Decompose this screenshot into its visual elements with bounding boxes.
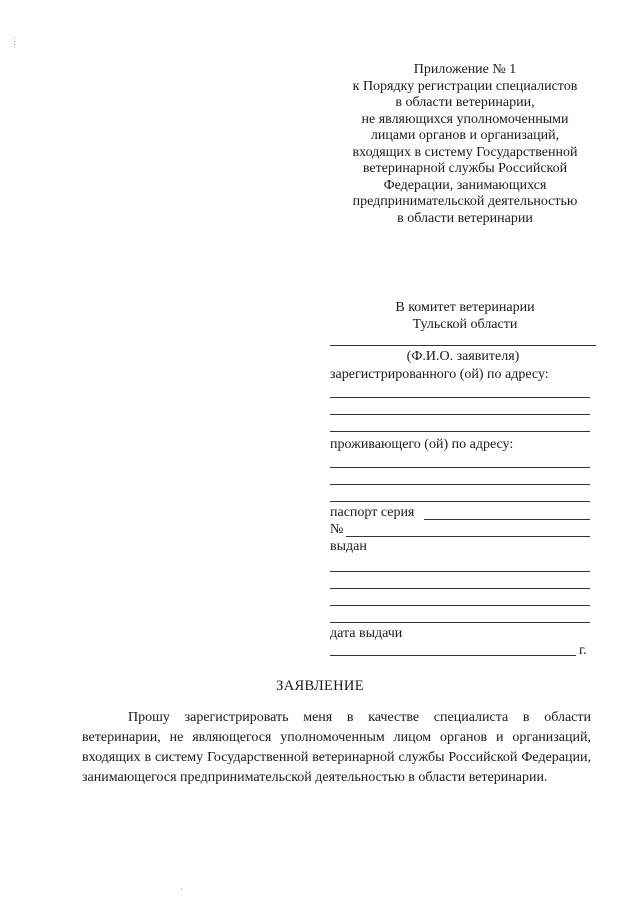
registered-address-line-1[interactable] <box>330 397 590 398</box>
appendix-line: входящих в систему Государственной <box>352 144 578 160</box>
passport-number-line[interactable] <box>346 536 590 537</box>
issued-by-label: выдан <box>330 539 367 554</box>
passport-number-label: № <box>330 522 344 537</box>
appendix-line: лицами органов и организаций, <box>370 128 560 143</box>
addressee-block <box>330 299 600 333</box>
issued-by-line-4[interactable] <box>330 622 590 623</box>
fio-input-line[interactable] <box>330 345 596 346</box>
scan-speck: · <box>180 884 183 894</box>
appendix-line: не являющихся уполномоченными <box>361 111 569 127</box>
addressee-line-1: В комитет ветеринарии <box>395 300 535 315</box>
residing-address-line-1[interactable] <box>330 467 590 468</box>
issued-by-line-1[interactable] <box>330 571 590 572</box>
scan-speck: ⋮ <box>10 36 19 46</box>
appendix-line: к Порядку регистрации специалистов <box>352 78 578 94</box>
year-suffix: г. <box>579 643 587 658</box>
registered-address-label: зарегистрированного (ой) по адресу: <box>330 367 549 382</box>
appendix-line: ветеринарной службы Российской <box>362 161 568 176</box>
passport-series-label: паспорт серия <box>330 505 415 520</box>
appendix-line: предпринимательской деятельностью <box>352 194 578 209</box>
issued-by-line-2[interactable] <box>330 588 590 589</box>
statement-paragraph: Прошу зарегистрировать меня в качестве специалиста в области ветеринарии, не являющегося уполномоченным лицом органов и организаций, входящих в систему Государственной ветеринарной службы Российской Федерации, занимающегося предпринимательской деятельностью в области ветеринарии. <box>82 710 591 785</box>
issue-date-label: дата выдачи <box>330 626 403 641</box>
residing-address-label: проживающего (ой) по адресу: <box>330 437 514 452</box>
residing-address-line-3[interactable] <box>330 501 590 502</box>
document-title: ЗАЯВЛЕНИЕ <box>276 678 364 694</box>
appendix-line: Федерации, занимающихся <box>383 177 547 193</box>
appendix-line: в области ветеринарии, <box>395 95 535 110</box>
fio-caption: (Ф.И.О. заявителя) <box>406 349 520 364</box>
appendix-title: Приложение № 1 <box>413 62 517 77</box>
residing-address-line-2[interactable] <box>330 484 590 485</box>
registered-address-line-2[interactable] <box>330 414 590 415</box>
appendix-line: в области ветеринарии <box>397 210 533 226</box>
issue-date-line[interactable] <box>330 655 576 656</box>
appendix-header <box>330 62 600 227</box>
registered-address-line-3[interactable] <box>330 431 590 432</box>
addressee-line-2: Тульской области <box>412 317 518 332</box>
passport-series-line[interactable] <box>424 519 590 520</box>
issued-by-line-3[interactable] <box>330 605 590 606</box>
